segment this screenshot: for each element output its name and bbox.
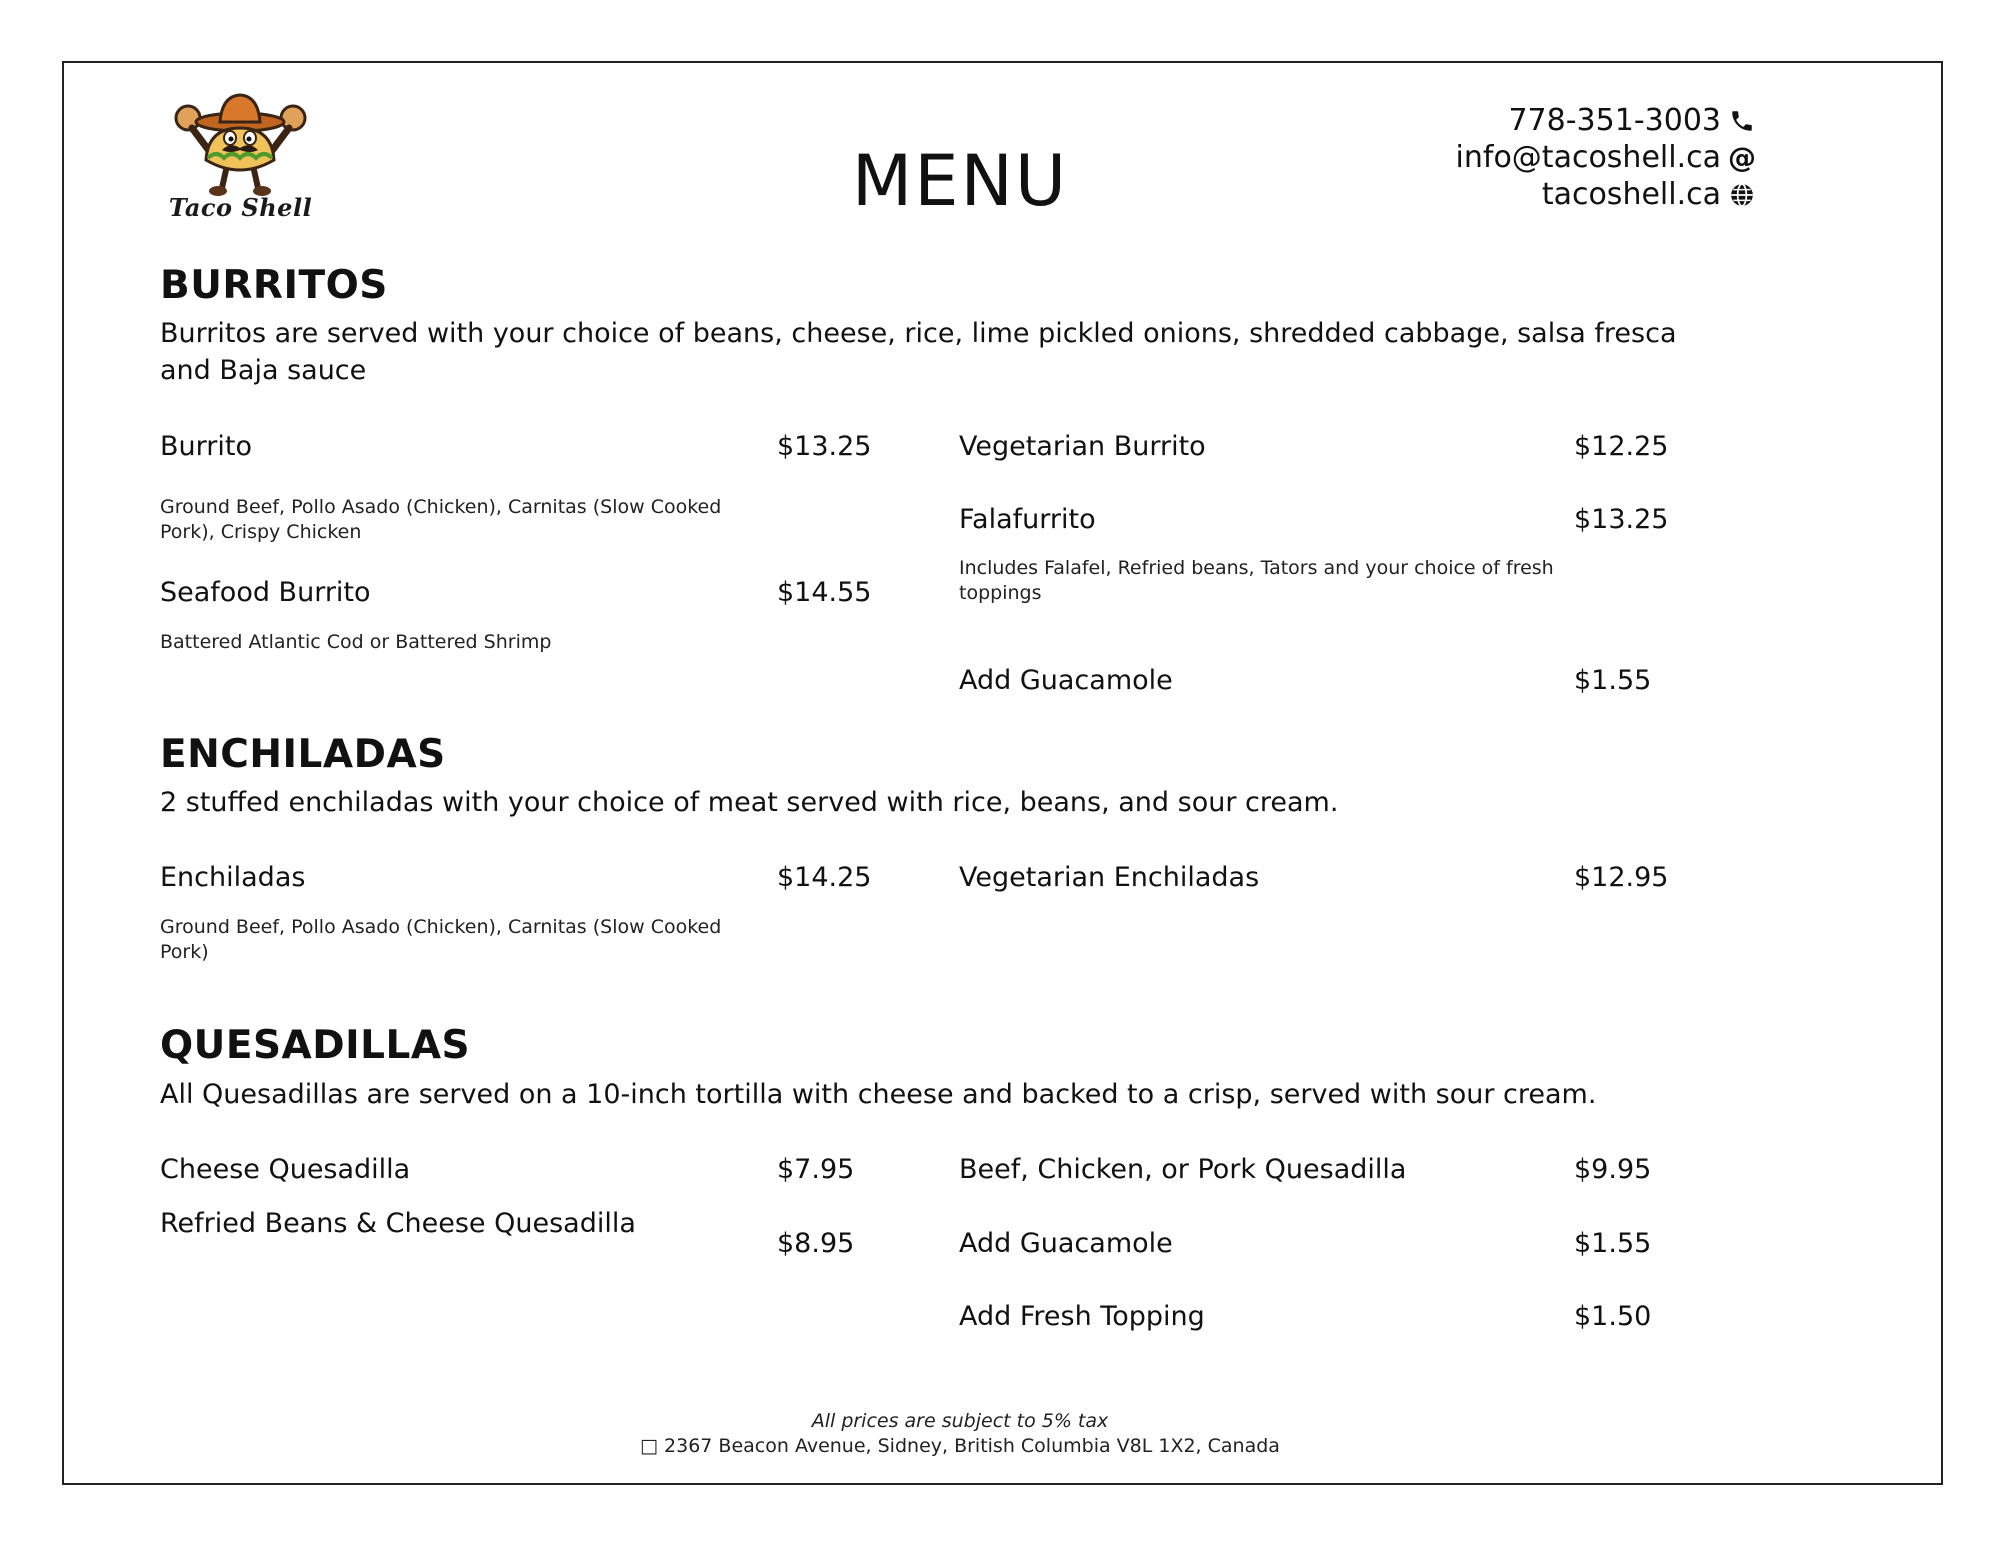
price-refried-beans-cheese-quesadilla: $8.95 [777, 1228, 855, 1259]
menu-item-burrito: Burrito [160, 431, 252, 462]
menu-item-beef-chicken-pork-quesadilla: Beef, Chicken, or Pork Quesadilla [959, 1154, 1407, 1185]
contact-info [1456, 102, 1757, 213]
price-enchiladas: $14.25 [777, 862, 872, 893]
menu-item-seafood-burrito: Seafood Burrito [160, 577, 371, 608]
price-beef-chicken-pork-quesadilla: $9.95 [1574, 1154, 1652, 1185]
menu-item-cheese-quesadilla: Cheese Quesadilla [160, 1154, 411, 1185]
menu-item-add-guacamole-burrito: Add Guacamole [959, 665, 1173, 696]
taco-shell-logo [158, 90, 323, 230]
price-add-fresh-topping: $1.50 [1574, 1301, 1652, 1332]
price-vegetarian-burrito: $12.25 [1574, 431, 1669, 462]
phone-number[interactable]: 778-351-3003 [1508, 103, 1721, 138]
website-link[interactable]: tacoshell.ca [1541, 177, 1721, 212]
at-icon: @ [1728, 141, 1756, 174]
section-title-enchiladas: ENCHILADAS [160, 732, 446, 777]
menu-item-refried-beans-cheese-quesadilla: Refried Beans & Cheese Quesadilla [160, 1208, 636, 1239]
section-title-burritos: BURRITOS [160, 263, 388, 308]
phone-icon [1727, 102, 1757, 139]
logo-wordmark: Taco Shell [168, 193, 313, 222]
menu-item-enchiladas: Enchiladas [160, 862, 306, 893]
menu-item-falafurrito: Falafurrito [959, 504, 1096, 535]
phone-row [1456, 102, 1757, 139]
menu-item-vegetarian-burrito: Vegetarian Burrito [959, 431, 1206, 462]
detail-burrito: Ground Beef, Pollo Asado (Chicken), Carnitas (Slow Cooked Pork), Crispy Chicken [160, 496, 722, 543]
detail-enchiladas: Ground Beef, Pollo Asado (Chicken), Carnitas (Slow Cooked Pork) [160, 916, 722, 963]
menu-item-add-guacamole-quesadilla: Add Guacamole [959, 1228, 1173, 1259]
tax-note: All prices are subject to 5% tax [811, 1410, 1109, 1432]
price-add-guacamole-burrito: $1.55 [1574, 665, 1652, 696]
email-row [1456, 139, 1757, 176]
section-title-quesadillas: QUESADILLAS [160, 1023, 471, 1068]
price-falafurrito: $13.25 [1574, 504, 1669, 535]
page-title: MENU [851, 140, 1069, 222]
menu-item-add-fresh-topping: Add Fresh Topping [959, 1301, 1205, 1332]
website-row [1456, 176, 1757, 213]
menu-item-vegetarian-enchiladas: Vegetarian Enchiladas [959, 862, 1260, 893]
section-description-quesadillas: All Quesadillas are served on a 10-inch tortilla with cheese and backed to a crisp, served with sour cream. [160, 1079, 1597, 1110]
section-description-burritos: Burritos are served with your choice of beans, cheese, rice, lime pickled onions, shredded cabbage, salsa fresca and Baja sauce [160, 318, 1677, 386]
price-add-guacamole-quesadilla: $1.55 [1574, 1228, 1652, 1259]
price-cheese-quesadilla: $7.95 [777, 1154, 855, 1185]
price-vegetarian-enchiladas: $12.95 [1574, 862, 1669, 893]
price-seafood-burrito: $14.55 [777, 577, 872, 608]
address: □ 2367 Beacon Avenue, Sidney, British Columbia V8L 1X2, Canada [640, 1435, 1280, 1457]
taco-mascot-icon [158, 90, 323, 200]
email-address[interactable]: info@tacoshell.ca [1455, 140, 1721, 175]
section-description-enchiladas: 2 stuffed enchiladas with your choice of meat served with rice, beans, and sour cream. [160, 787, 1339, 818]
globe-icon [1727, 176, 1757, 213]
detail-falafurrito: Includes Falafel, Refried beans, Tators and your choice of fresh toppings [959, 557, 1554, 604]
price-burrito: $13.25 [777, 431, 872, 462]
detail-seafood-burrito: Battered Atlantic Cod or Battered Shrimp [160, 631, 552, 653]
